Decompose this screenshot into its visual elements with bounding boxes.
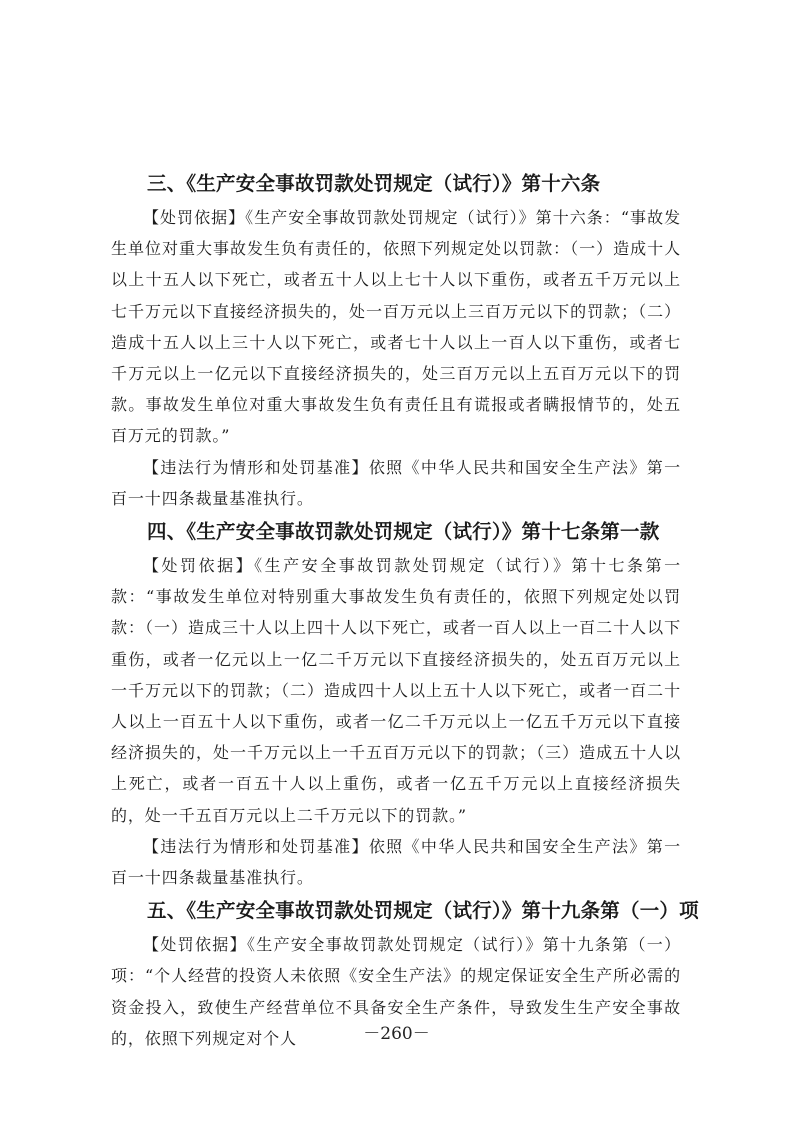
paragraph-label: 【处罚依据】 (143, 556, 255, 576)
standard-paragraph (111, 452, 681, 514)
paragraph-text: 依照《中华人民共和国安全生产法》第一百一十四条裁量基准执行。 (111, 457, 681, 508)
paragraph-label: 【处罚依据】 (143, 208, 246, 227)
basis-paragraph (111, 550, 681, 831)
paragraph-label: 【违法行为情形和处罚基准】 (143, 836, 369, 856)
page-body (111, 166, 699, 1054)
paragraph-text: 《生产安全事故罚款处罚规定（试行）》第十九条第（一）项：“个人经营的投资人未依照《安全生产法》的规定保证安全生产所必需的资金投入，致使生产经营单位不具备安全生产条件，导致发生生产安全事故的，依照下列规定对个人 (111, 935, 681, 1048)
section-16 (111, 166, 681, 514)
paragraph-label: 【处罚依据】 (143, 935, 247, 955)
page-number: －260－ (363, 1024, 430, 1044)
paragraph-text: 《生产安全事故罚款处罚规定（试行）》第十七条第一款：“事故发生单位对特别重大事故发生负有责任的，依照下列规定处以罚款：（一）造成三十人以上四十人以下死亡，或者一百人以上一百二十人以下重伤，或者一亿元以上一亿二千万元以下直接经济损失的，处五百万元以上一千万元以下的罚款；（二）造成四十人以上五十人以下死亡，或者一百二十人以上一百五十人以下重伤，或者一亿二千万元以上一亿五千万元以下直接经济损失的，处一千万元以上一千五百万元以下的罚款；（三）造成五十人以上死亡，或者一百五十人以上重伤，或者一亿五千万元以上直接经济损失的，处一千五百万元以上二千万元以下的罚款。” (111, 556, 681, 825)
paragraph-label: 【违法行为情形和处罚基准】 (143, 457, 369, 477)
paragraph-text: 《生产安全事故罚款处罚规定（试行）》第十六条：“事故发生单位对重大事故发生负有责任的，依照下列规定处以罚款：（一）造成十人以上十五人以下死亡，或者五十人以上七十人以下重伤，或者五千万元以上七千万元以下直接经济损失的，处一百万元以上三百万元以下的罚款；（二）造成十五人以上三十人以下死亡，或者七十人以上一百人以下重伤，或者七千万元以上一亿元以下直接经济损失的，处三百万元以上五百万元以下的罚款。事故发生单位对重大事故发生负有责任且有谎报或者瞒报情节的，处五百万元的罚款。” (111, 208, 681, 446)
basis-paragraph (111, 202, 681, 452)
paragraph-text: 依照《中华人民共和国安全生产法》第一百一十四条裁量基准执行。 (111, 836, 681, 888)
section-heading: 五、《生产安全事故罚款处罚规定（试行）》第十九条第（一）项 (147, 899, 699, 923)
section-heading: 四、《生产安全事故罚款处罚规定（试行）》第十七条第一款 (147, 520, 660, 544)
section-17 (111, 514, 681, 893)
standard-paragraph (111, 831, 681, 893)
section-heading: 三、《生产安全事故罚款处罚规定（试行）》第十六条 (147, 172, 601, 195)
